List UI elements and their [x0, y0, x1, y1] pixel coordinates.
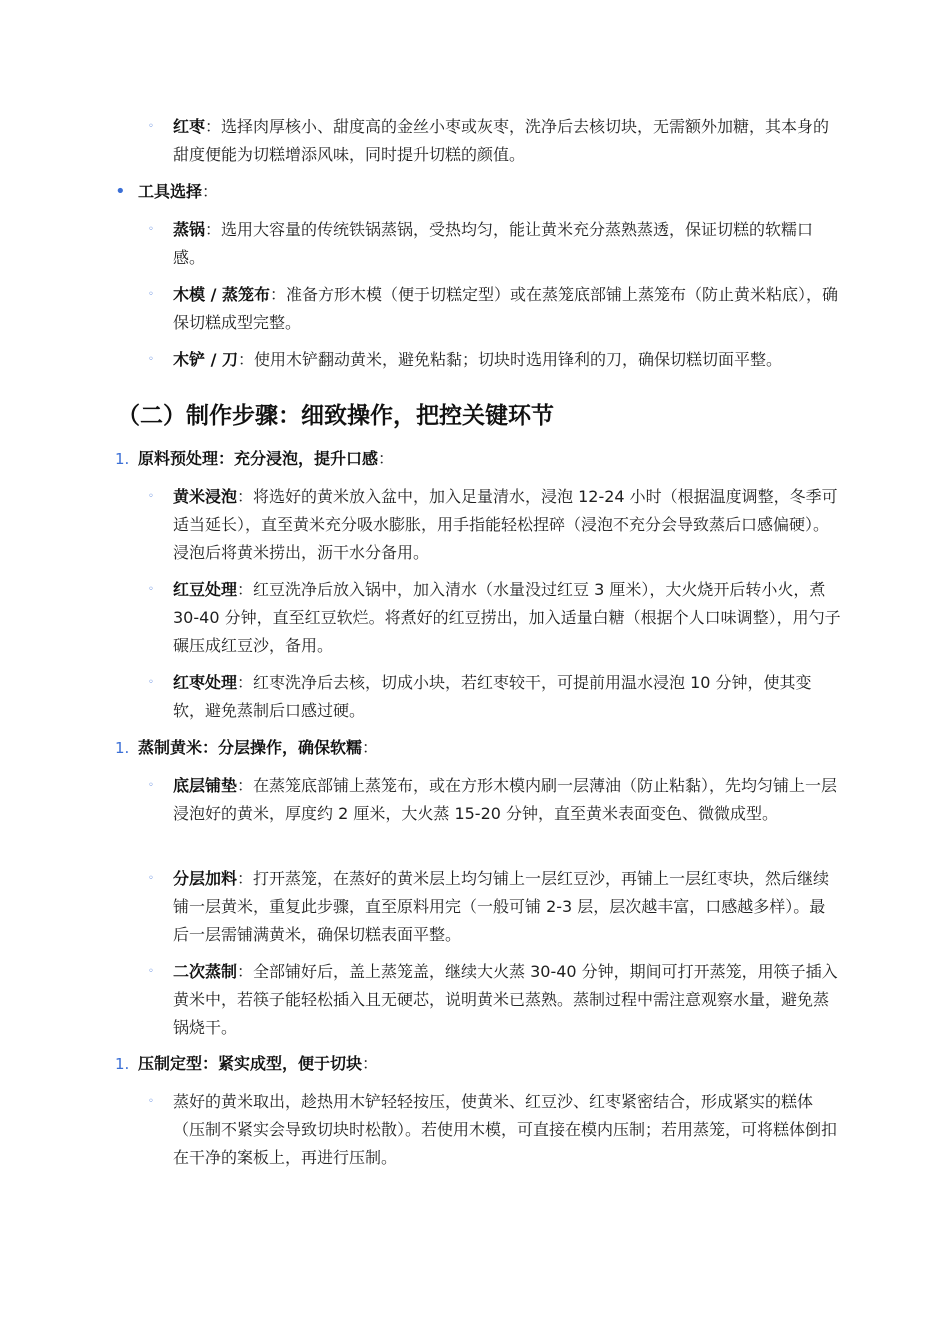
step-colon: ： — [378, 449, 395, 468]
list-bullet-circle: ◦ — [148, 873, 154, 884]
list-item-hongdou-chuli — [173, 576, 841, 660]
list-bullet-circle: ◦ — [148, 491, 154, 502]
list-bullet-circle: ◦ — [148, 966, 154, 977]
item-term: 工具选择 — [138, 182, 203, 201]
item-term: 木铲 / 刀 — [173, 350, 238, 369]
list-item-dieceng-pudian — [173, 772, 841, 828]
item-text: ：将选好的黄米放入盆中，加入足量清水，浸泡 12-24 小时（根据温度调整，冬季可适当延长），直至黄米充分吸水膨胀，用手指能轻松捏碎（浸泡不充分会导致蒸后口感偏硬）。浸泡后将黄米捞出，沥干水分备用。 — [173, 487, 838, 562]
item-term: 红枣 — [173, 117, 206, 136]
list-bullet-circle: ◦ — [148, 677, 154, 688]
step-term: 压制定型：紧实成型，便于切块 — [138, 1054, 363, 1073]
item-text: 蒸好的黄米取出，趁热用木铲轻轻按压，使黄米、红豆沙、红枣紧密结合，形成紧实的糕体（压制不紧实会导致切块时松散）。若使用木模，可直接在模内压制；若用蒸笼，可将糕体倒扣在干净的案板上，再进行压制。 — [173, 1092, 838, 1167]
list-bullet-circle: ◦ — [148, 584, 154, 595]
list-bullet-circle: ◦ — [148, 354, 154, 365]
list-bullet-dot: • — [115, 181, 126, 202]
item-term: 分层加料 — [173, 869, 238, 888]
list-item-tools — [138, 178, 838, 206]
step-colon: ： — [362, 1054, 379, 1073]
item-term: 红枣处理 — [173, 673, 238, 692]
item-text: ：打开蒸笼，在蒸好的黄米层上均匀铺上一层红豆沙，再铺上一层红枣块，然后继续铺一层黄米，重复此步骤，直至原料用完（一般可铺 2-3 层，层次越丰富，口感越多样）。最后一层需铺满黄米，确保切糕表面平整。 — [173, 869, 830, 944]
item-text: ：选择肉厚核小、甜度高的金丝小枣或灰枣，洗净后去核切块，无需额外加糖，其本身的甜度便能为切糕增添风味，同时提升切糕的颜值。 — [173, 117, 830, 164]
list-bullet-circle: ◦ — [148, 224, 154, 235]
step-title — [138, 734, 838, 762]
item-term: 红豆处理 — [173, 580, 238, 599]
list-item-hongzao-chuli — [173, 669, 841, 725]
list-bullet-circle: ◦ — [148, 1096, 154, 1107]
step-number: 1. — [115, 739, 130, 757]
item-term: 黄米浸泡 — [173, 487, 238, 506]
list-bullet-circle: ◦ — [148, 289, 154, 300]
step-term: 原料预处理：充分浸泡，提升口感 — [138, 449, 379, 468]
item-colon: ： — [202, 182, 219, 201]
step-colon: ： — [362, 738, 379, 757]
item-text: ：红枣洗净后去核，切成小块，若红枣较干，可提前用温水浸泡 10 分钟，使其变软，避免蒸制后口感过硬。 — [173, 673, 812, 720]
item-text: ：红豆洗净后放入锅中，加入清水（水量没过红豆 3 厘米），大火烧开后转小火，煮 30-40 分钟，直至红豆软烂。将煮好的红豆捞出，加入适量白糖（根据个人口味调整），用勺子碾压成红豆沙，备用。 — [173, 580, 841, 655]
item-text: ：在蒸笼底部铺上蒸笼布，或在方形木模内刷一层薄油（防止粘黏），先均匀铺上一层浸泡好的黄米，厚度约 2 厘米，大火蒸 15-20 分钟，直至黄米表面变色、微微成型。 — [173, 776, 838, 823]
item-term: 木模 / 蒸笼布 — [173, 285, 270, 304]
list-bullet-circle: ◦ — [148, 780, 154, 791]
step-title — [138, 1050, 838, 1078]
item-text: ：准备方形木模（便于切糕定型）或在蒸笼底部铺上蒸笼布（防止黄米粘底），确保切糕成型完整。 — [173, 285, 839, 332]
list-item-zhengguo — [173, 216, 841, 272]
item-term: 二次蒸制 — [173, 962, 238, 981]
step-title — [138, 445, 838, 473]
list-bullet-circle: ◦ — [148, 121, 154, 132]
list-item-muchan — [173, 346, 853, 374]
step-term: 蒸制黄米：分层操作，确保软糯 — [138, 738, 363, 757]
step-number: 1. — [115, 1055, 130, 1073]
section-heading: （二）制作步骤：细致操作，把控关键环节 — [117, 403, 554, 429]
list-item-huangmi-jinpao — [173, 483, 841, 567]
list-item-yazhi-dingxing — [173, 1088, 841, 1172]
item-text: ：选用大容量的传统铁锅蒸锅，受热均匀，能让黄米充分蒸熟蒸透，保证切糕的软糯口感。 — [173, 220, 814, 267]
item-term: 蒸锅 — [173, 220, 206, 239]
list-item-erci-zhengzhi — [173, 958, 841, 1042]
item-text: ：使用木铲翻动黄米，避免粘黏；切块时选用锋利的刀，确保切糕切面平整。 — [238, 350, 783, 369]
list-item-hongzao — [173, 113, 841, 169]
item-text: ：全部铺好后，盖上蒸笼盖，继续大火蒸 30-40 分钟，期间可打开蒸笼，用筷子插入黄米中，若筷子能轻松插入且无硬芯，说明黄米已蒸熟。蒸制过程中需注意观察水量，避免蒸锅烧干。 — [173, 962, 838, 1037]
step-number: 1. — [115, 450, 130, 468]
item-term: 底层铺垫 — [173, 776, 238, 795]
list-item-mumo — [173, 281, 841, 337]
list-item-fenceng-jialiao — [173, 865, 841, 949]
